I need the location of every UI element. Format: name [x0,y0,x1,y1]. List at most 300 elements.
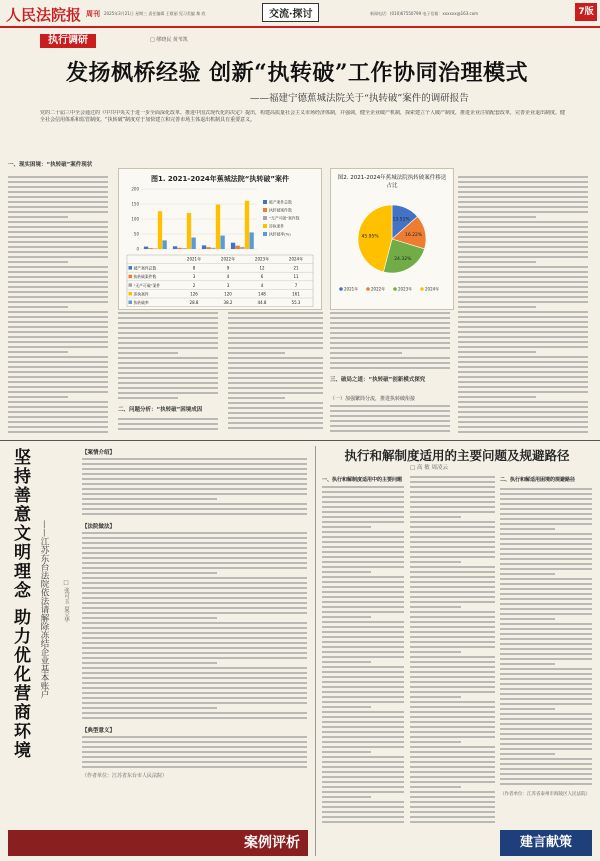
table-cell: 6 [260,274,264,280]
text-line [330,420,450,422]
text-line [410,521,495,523]
text-line [458,361,588,363]
legend-label: “无产可破”案件数 [269,215,300,221]
text-line [458,386,588,388]
table-header: 2023年 [254,256,270,262]
text-line [8,256,108,258]
text-line [330,415,450,417]
section1-title: 一、现实困境：“执转破”案件现状 [8,162,93,168]
text-line [8,191,108,193]
text-line [500,528,555,530]
text-line [322,821,404,823]
text-line [228,357,323,359]
body-br-1 [322,486,404,826]
text-line [410,786,461,788]
text-line [82,547,307,549]
top-headline: 发扬枫桥经验 创新“执转破”工作协同治理模式 [66,60,528,86]
text-line [500,753,555,755]
text-line [330,367,450,369]
text-line [330,425,450,427]
text-line [82,632,307,634]
text-line [8,251,108,253]
text-line [410,526,495,528]
text-line [322,651,404,653]
text-line [410,811,495,813]
text-line [118,367,218,369]
text-line [330,332,450,334]
text-line [410,491,495,493]
text-line [8,206,108,208]
text-line [410,771,495,773]
text-line [82,642,307,644]
text-line [8,211,108,213]
table-cell: 4 [260,282,264,288]
legend-swatch [263,208,267,212]
text-line [322,726,404,728]
text-line [322,711,404,713]
text-line [410,511,495,513]
text-line [458,291,588,293]
text-line [322,701,404,703]
text-line [410,801,495,803]
text-line [458,421,588,423]
text-line [500,683,592,685]
text-line [8,326,108,328]
text-line [458,376,588,378]
text-line [500,523,592,525]
y-tick-label: 0 [136,246,139,252]
text-line [8,416,108,418]
text-line [8,311,108,313]
text-line [8,361,108,363]
text-line [410,756,495,758]
text-line [322,646,404,648]
legend-swatch [263,232,267,236]
text-line [228,322,323,324]
chart1-panel [118,168,322,310]
text-line [410,721,495,723]
body-col-2b [118,418,218,436]
body-col-2 [118,312,218,402]
bottom-left-subtitle [38,520,52,740]
text-line [8,406,108,408]
text-line [322,766,404,768]
text-line [322,686,404,688]
text-line [8,276,108,278]
text-line [322,526,371,528]
text-line [118,342,218,344]
text-line [500,748,592,750]
date-line: 2025年3月21日 星期三 责任编辑 王敬丽 见习美编 黎 欣 [104,11,206,16]
text-line [322,736,404,738]
text-line [500,553,592,555]
text-line [410,601,495,603]
legend-swatch [263,224,267,228]
text-line [410,606,461,608]
legend-label: 2021年 [344,286,359,292]
text-line [322,506,404,508]
bar [245,201,249,249]
text-line [322,591,404,593]
text-line [410,476,495,478]
text-line [322,681,404,683]
text-line [322,621,404,623]
table-cell: 3 [192,274,196,280]
text-line [118,423,218,425]
text-line [8,186,108,188]
text-line [322,706,371,708]
text-line [410,691,495,693]
text-line [410,726,495,728]
text-line [82,498,217,500]
bar [231,243,235,249]
text-line [458,191,588,193]
text-line [500,638,592,640]
text-line [410,746,495,748]
table-cell: 148 [258,291,266,297]
text-line [410,551,495,553]
text-line [8,216,68,218]
column-divider [315,446,316,856]
text-line [82,463,307,465]
text-line [500,508,592,510]
chart1-title: 图1. 2021-2024年蕉城法院“执转破”案件 [150,175,290,183]
text-line [118,387,218,389]
text-line [82,692,307,694]
pie-value-label: 16.22% [405,232,423,238]
text-line [500,743,592,745]
text-line [330,317,450,319]
text-line [118,377,218,379]
table-cell: 4 [226,274,230,280]
top-byline: □ 缪晓民 黄苇凯 [150,37,188,43]
table-cell: 2 [192,282,196,288]
text-line [8,291,108,293]
body-col-4b [330,405,450,436]
contact-line: 新闻电话：(010)67550799 电子信箱：xxxxxx@163.com [370,11,479,16]
y-tick-label: 100 [131,216,139,222]
y-tick-label: 50 [133,231,139,237]
text-line [118,397,178,399]
text-line [410,711,495,713]
bar [216,205,220,249]
text-line [228,332,323,334]
text-line [410,496,495,498]
text-line [500,618,555,620]
text-line [322,556,404,558]
text-line [322,816,404,818]
text-line [228,387,323,389]
text-line [458,431,588,433]
text-line [500,673,592,675]
text-line [228,382,323,384]
text-line [458,201,588,203]
text-line [500,548,592,550]
text-line [500,583,592,585]
bar [173,246,177,249]
text-line [458,246,588,248]
text-line [228,407,323,409]
text-line [322,496,404,498]
bottom-left-byline [62,580,72,700]
text-line [118,352,178,354]
text-line [410,636,495,638]
table-swatch [129,292,133,296]
text-line [322,611,404,613]
text-line [458,401,588,403]
text-line [82,572,217,574]
text-line [82,602,307,604]
text-line [82,478,307,480]
text-line [500,773,592,775]
vertical-title: 坚持善意文明理念 助力优化营商环境 [10,448,30,760]
y-tick-label: 150 [131,201,139,207]
text-line [8,356,108,358]
text-line [322,536,404,538]
bar [158,211,162,249]
text-line [322,671,404,673]
text-line [500,658,592,660]
text-line [410,686,495,688]
bottom-right-byline: □ 高 敏 周凌云 [410,465,448,471]
text-line [322,551,404,553]
text-line [8,431,108,433]
text-line [8,391,108,393]
text-line [322,501,404,503]
text-line [410,671,495,673]
text-line [458,351,536,353]
text-line [458,256,588,258]
table-header: 2024年 [288,256,304,262]
text-line [322,596,404,598]
text-line [228,342,323,344]
text-line [82,612,307,614]
text-line [118,362,218,364]
text-line [330,357,450,359]
text-line [410,696,461,698]
chart2-title-line2: 占比 [386,183,398,189]
label-case-intro: 【案情介绍】 [82,450,116,456]
text-line [82,567,307,569]
text-line [410,676,495,678]
text-line [500,653,592,655]
text-line [322,616,371,618]
text-line [8,176,108,178]
text-line [8,301,108,303]
table-swatch [129,283,133,287]
text-line [322,626,404,628]
bar [220,236,224,249]
text-line [322,771,404,773]
text-line [410,486,495,488]
text-line [228,372,323,374]
text-line [500,568,592,570]
text-line [8,226,108,228]
text-line [500,763,592,765]
text-line [500,503,592,505]
text-line [458,241,588,243]
text-line [322,586,404,588]
y-tick-label: 200 [131,186,139,192]
table-cell: 126 [190,291,198,297]
text-line [82,667,307,669]
text-line [82,607,307,609]
text-line [410,761,495,763]
text-line [500,558,592,560]
text-line [322,761,404,763]
text-line [500,628,592,630]
text-line [8,386,108,388]
text-line [82,617,217,619]
section-banner: 交流·探讨 [262,3,319,22]
text-line [458,216,536,218]
text-line [322,691,404,693]
text-line [82,682,307,684]
text-line [8,181,108,183]
table-header: 2021年 [186,256,202,262]
text-line [322,786,404,788]
text-line [330,430,450,432]
text-line [458,266,588,268]
table-row-label: 涉执案件 [133,291,149,297]
text-line [500,693,592,695]
text-line [82,587,307,589]
vertical-subtitle: ——江苏东台法院依法请解除冻结企业基本账户 [39,520,49,699]
legend-swatch [263,200,267,204]
text-line [458,276,588,278]
legend-label: 破产案件总数 [269,199,292,205]
table-cell: 7 [294,282,298,288]
subsection-title: （一）加强繁简分流，推进执转破衔接 [330,396,416,402]
text-line [410,641,495,643]
text-line [82,736,307,738]
text-line [410,556,495,558]
text-line [82,488,307,490]
text-line [8,351,68,353]
newspaper-logo: 人民法院报 [6,6,82,24]
text-line [322,491,404,493]
text-line [458,236,588,238]
table-swatch [129,266,133,270]
text-line [330,347,450,349]
text-line [82,577,307,579]
text-line [500,598,592,600]
text-line [410,651,461,653]
body-br-2 [410,476,495,826]
text-line [410,781,495,783]
table-cell: 28.8 [189,300,199,305]
text-line [118,332,218,334]
vertical-byline: □ 张可玉 夏立华 [63,580,69,623]
section-divider [0,440,600,441]
masthead [0,0,600,26]
bottom-left-note: （作者单位：江苏省东台市人民法院） [82,773,168,779]
text-line [82,647,307,649]
text-line [322,636,404,638]
text-line [8,196,108,198]
text-line [82,687,307,689]
text-line [410,666,495,668]
text-line [500,718,592,720]
text-line [8,236,108,238]
text-line [82,672,307,674]
text-line [118,382,218,384]
bottom-right-footer: 建言献策 [500,830,592,856]
text-line [500,593,592,595]
text-line [330,327,450,329]
text-line [228,377,323,379]
text-line [322,741,404,743]
text-line [118,357,218,359]
text-line [322,606,404,608]
pie-value-label: 13.51% [392,217,410,223]
masthead-rule [0,26,600,28]
text-line [500,663,555,665]
text-line [82,493,307,495]
legend-label: 2023年 [398,286,413,292]
text-line [82,542,307,544]
text-line [8,411,108,413]
text-line [8,426,108,428]
text-line [82,712,307,714]
text-line [330,342,450,344]
bar [202,245,206,249]
text-line [82,751,307,753]
body-col-5 [458,176,588,436]
text-line [410,751,495,753]
text-line [228,312,323,314]
text-line [410,806,495,808]
text-line [500,543,592,545]
text-line [82,508,307,510]
text-line [322,811,404,813]
text-line [458,356,588,358]
text-line [8,266,108,268]
text-line [410,591,495,593]
text-line [500,738,592,740]
bottom-right-author: （作者单位：江苏省泰州市海陵区人民法院） [500,792,590,797]
text-line [82,483,307,485]
text-line [500,688,592,690]
text-line [458,181,588,183]
text-line [82,766,307,768]
bar [249,232,253,249]
text-line [322,531,404,533]
text-line [410,576,495,578]
chart1-svg [119,169,321,309]
text-line [322,631,404,633]
text-line [500,573,555,575]
text-line [410,661,495,663]
text-line [410,821,495,823]
text-line [322,571,371,573]
text-line [8,316,108,318]
text-line [8,366,108,368]
body-col-3 [228,312,323,436]
text-line [82,532,307,534]
text-line [458,416,588,418]
text-line [500,768,592,770]
text-line [500,698,592,700]
text-line [500,623,592,625]
text-line [8,286,108,288]
legend-label: 2022年 [371,286,386,292]
text-line [118,317,218,319]
text-line [500,778,592,780]
text-line [500,493,592,495]
bar [207,247,211,249]
weekly-label: 周刊 [86,10,100,18]
